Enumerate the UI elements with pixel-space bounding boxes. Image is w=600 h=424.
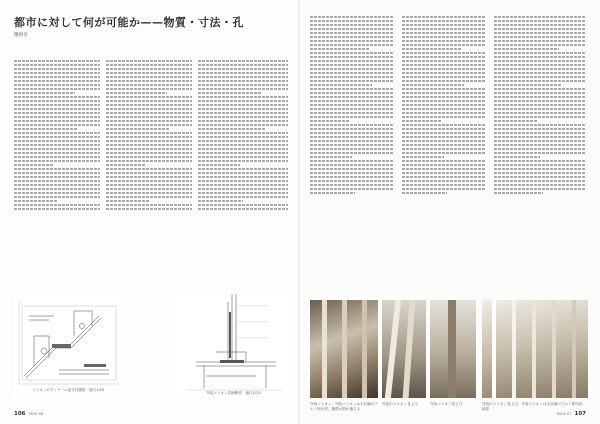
photo-mullion-section bbox=[430, 300, 476, 398]
text-line bbox=[310, 48, 370, 50]
text-line bbox=[402, 56, 486, 58]
text-line bbox=[494, 136, 586, 138]
text-line bbox=[402, 152, 486, 154]
text-line bbox=[310, 36, 394, 38]
text-line bbox=[198, 108, 288, 110]
text-line bbox=[14, 152, 100, 154]
text-line bbox=[310, 104, 394, 106]
text-line bbox=[310, 132, 394, 134]
text-line bbox=[494, 128, 586, 130]
text-line bbox=[106, 88, 192, 90]
text-line bbox=[310, 84, 372, 86]
text-line bbox=[310, 152, 394, 154]
text-line bbox=[14, 132, 100, 134]
text-line bbox=[402, 24, 486, 26]
page-number-right bbox=[554, 411, 586, 417]
text-line bbox=[402, 28, 486, 30]
text-line bbox=[14, 172, 100, 174]
text-line bbox=[106, 72, 192, 74]
text-line bbox=[198, 208, 288, 210]
text-line bbox=[310, 56, 394, 58]
text-line bbox=[198, 92, 262, 94]
text-line bbox=[106, 136, 192, 138]
text-line bbox=[198, 76, 288, 78]
text-line bbox=[494, 164, 586, 166]
text-line bbox=[198, 72, 288, 74]
figure-caption: 外装マリオン詳細断面 縮尺1/15 bbox=[206, 391, 261, 395]
text-line bbox=[494, 112, 586, 114]
text-line bbox=[198, 196, 288, 198]
text-line bbox=[14, 100, 100, 102]
text-line bbox=[310, 168, 394, 170]
text-line bbox=[198, 100, 288, 102]
text-line bbox=[310, 24, 394, 26]
folio-label: PAGE 07 bbox=[556, 412, 572, 416]
text-line bbox=[494, 160, 586, 162]
body-column-6 bbox=[494, 14, 586, 286]
text-line bbox=[402, 84, 464, 86]
text-line bbox=[106, 120, 192, 122]
text-line bbox=[494, 60, 586, 62]
text-line bbox=[310, 124, 394, 126]
text-line bbox=[310, 148, 394, 150]
text-line bbox=[198, 140, 288, 142]
text-line bbox=[402, 140, 486, 142]
mullion-stripe bbox=[448, 300, 456, 398]
text-line bbox=[106, 172, 192, 174]
text-line bbox=[494, 28, 586, 30]
text-line bbox=[494, 144, 586, 146]
text-line bbox=[106, 64, 192, 66]
text-line bbox=[494, 40, 586, 42]
text-line bbox=[198, 188, 288, 190]
mullion-stripe bbox=[342, 300, 347, 398]
text-line bbox=[14, 160, 100, 162]
text-line bbox=[494, 56, 586, 58]
text-line bbox=[494, 140, 586, 142]
text-line bbox=[494, 16, 586, 18]
text-line bbox=[494, 32, 586, 34]
text-line bbox=[198, 204, 288, 206]
text-line bbox=[106, 184, 192, 186]
text-line bbox=[198, 176, 288, 178]
folio-number: 107 bbox=[574, 411, 586, 417]
text-line bbox=[310, 40, 394, 42]
text-line bbox=[310, 172, 394, 174]
photo-caption: 外装マリオン見上げ bbox=[430, 402, 463, 406]
text-line bbox=[198, 96, 288, 98]
mullion-stripe bbox=[403, 300, 416, 398]
text-line bbox=[14, 156, 100, 158]
text-line bbox=[310, 64, 394, 66]
text-line bbox=[494, 104, 586, 106]
photo-caption: 外装マリオン。外装マリオンは木目調のアルミ押出材。鋳鉄の影が落ちる bbox=[310, 402, 378, 411]
text-line bbox=[402, 52, 486, 54]
text-line bbox=[310, 128, 394, 130]
mullion-stripe bbox=[552, 300, 556, 398]
text-line bbox=[402, 112, 486, 114]
text-line bbox=[494, 148, 586, 150]
mullion-stripe bbox=[532, 300, 536, 398]
text-line bbox=[402, 88, 486, 90]
text-line bbox=[106, 100, 192, 102]
folio-number: 106 bbox=[14, 411, 26, 417]
text-line bbox=[198, 152, 288, 154]
column-text-lines bbox=[198, 60, 288, 210]
text-line bbox=[310, 16, 394, 18]
text-line bbox=[494, 64, 586, 66]
text-line bbox=[494, 184, 586, 186]
text-line bbox=[14, 96, 100, 98]
body-column-4 bbox=[310, 14, 394, 286]
text-line bbox=[198, 132, 288, 134]
text-line bbox=[494, 172, 586, 174]
text-line bbox=[494, 92, 586, 94]
text-line bbox=[310, 96, 394, 98]
text-line bbox=[494, 20, 586, 22]
text-line bbox=[402, 172, 486, 174]
text-line bbox=[310, 160, 394, 162]
text-line bbox=[310, 20, 394, 22]
text-line bbox=[494, 80, 586, 82]
text-line bbox=[494, 76, 586, 78]
text-line bbox=[106, 128, 170, 130]
text-line bbox=[402, 16, 486, 18]
text-line bbox=[198, 156, 288, 158]
text-line bbox=[494, 156, 540, 158]
column-text-lines bbox=[14, 60, 100, 210]
text-line bbox=[14, 188, 100, 190]
text-line bbox=[106, 152, 192, 154]
text-line bbox=[106, 116, 192, 118]
text-line bbox=[310, 156, 352, 158]
text-line bbox=[198, 180, 288, 182]
text-line bbox=[494, 152, 586, 154]
text-line bbox=[494, 120, 537, 122]
text-line bbox=[402, 80, 486, 82]
section-drawing-figure bbox=[176, 292, 288, 398]
text-line bbox=[402, 132, 486, 134]
column-text-lines bbox=[106, 60, 192, 210]
text-line bbox=[14, 76, 100, 78]
article-title: 都市に対して何が可能か——物質・寸法・孔 bbox=[14, 16, 244, 29]
article-author: 隈研吾 bbox=[14, 33, 28, 38]
text-line bbox=[106, 180, 192, 182]
text-line bbox=[494, 88, 586, 90]
text-line bbox=[106, 60, 192, 62]
text-line bbox=[106, 96, 192, 98]
text-line bbox=[310, 76, 394, 78]
text-line bbox=[198, 164, 240, 166]
mullion-stripe bbox=[492, 300, 496, 398]
text-line bbox=[310, 144, 394, 146]
text-line bbox=[494, 188, 586, 190]
text-line bbox=[402, 120, 441, 122]
text-line bbox=[198, 68, 288, 70]
text-line bbox=[310, 192, 355, 194]
text-line bbox=[402, 96, 486, 98]
text-line bbox=[106, 124, 192, 126]
text-line bbox=[310, 100, 394, 102]
text-line bbox=[14, 120, 100, 122]
text-line bbox=[494, 108, 586, 110]
text-line bbox=[310, 60, 394, 62]
text-line bbox=[14, 92, 75, 94]
text-line bbox=[402, 72, 486, 74]
text-line bbox=[310, 88, 394, 90]
text-line bbox=[402, 104, 486, 106]
text-line bbox=[14, 108, 100, 110]
text-line bbox=[14, 200, 57, 202]
text-line bbox=[198, 88, 288, 90]
text-line bbox=[14, 204, 100, 206]
photo-mullion-uplook bbox=[382, 300, 426, 398]
text-line bbox=[106, 68, 192, 70]
text-line bbox=[494, 176, 586, 178]
text-line bbox=[310, 72, 394, 74]
text-line bbox=[14, 88, 100, 90]
text-line bbox=[14, 196, 100, 198]
body-column-5 bbox=[402, 14, 486, 286]
text-line bbox=[106, 156, 192, 158]
text-line bbox=[198, 120, 288, 122]
text-line bbox=[402, 44, 486, 46]
text-line bbox=[402, 40, 486, 42]
text-line bbox=[310, 164, 394, 166]
photo-caption: 外装のマリオン見上げ bbox=[382, 402, 418, 406]
column-text-lines bbox=[494, 16, 586, 194]
text-line bbox=[14, 116, 100, 118]
text-line bbox=[310, 28, 394, 30]
text-line bbox=[198, 168, 288, 170]
text-line bbox=[198, 160, 288, 162]
text-line bbox=[402, 32, 486, 34]
mullion-stripe bbox=[322, 300, 327, 398]
text-line bbox=[494, 116, 586, 118]
text-line bbox=[402, 180, 486, 182]
text-line bbox=[198, 84, 288, 86]
text-line bbox=[402, 160, 486, 162]
text-line bbox=[198, 136, 288, 138]
text-line bbox=[106, 84, 192, 86]
text-line bbox=[402, 92, 486, 94]
text-line bbox=[106, 132, 192, 134]
text-line bbox=[494, 68, 586, 70]
text-line bbox=[198, 192, 288, 194]
text-line bbox=[106, 168, 192, 170]
text-line bbox=[198, 64, 288, 66]
text-line bbox=[198, 148, 288, 150]
text-line bbox=[402, 36, 486, 38]
text-line bbox=[106, 176, 192, 178]
text-line bbox=[310, 32, 394, 34]
text-line bbox=[14, 68, 100, 70]
text-line bbox=[106, 192, 192, 194]
mullion-stripe bbox=[385, 300, 401, 398]
text-line bbox=[14, 192, 100, 194]
text-line bbox=[106, 76, 192, 78]
text-line bbox=[14, 148, 100, 150]
mullion-section-drawing bbox=[176, 292, 288, 398]
text-line bbox=[198, 60, 288, 62]
text-line bbox=[310, 112, 394, 114]
text-line bbox=[198, 144, 288, 146]
text-line bbox=[494, 192, 543, 194]
text-line bbox=[198, 104, 288, 106]
mullion-stripe bbox=[512, 300, 516, 398]
text-line bbox=[106, 92, 167, 94]
text-line bbox=[402, 168, 486, 170]
text-line bbox=[402, 48, 462, 50]
text-line bbox=[14, 144, 100, 146]
text-line bbox=[14, 60, 100, 62]
folio-label: PAGE 06 bbox=[28, 412, 44, 416]
text-line bbox=[14, 168, 100, 170]
text-line bbox=[198, 124, 288, 126]
right-page bbox=[300, 0, 600, 424]
text-line bbox=[14, 80, 100, 82]
text-line bbox=[106, 200, 149, 202]
text-line bbox=[310, 136, 394, 138]
text-line bbox=[402, 156, 444, 158]
text-line bbox=[402, 76, 486, 78]
photo-facade bbox=[482, 300, 588, 398]
column-text-lines bbox=[310, 16, 394, 194]
body-column-1 bbox=[14, 58, 100, 288]
text-line bbox=[494, 72, 586, 74]
text-line bbox=[494, 124, 586, 126]
text-line bbox=[106, 108, 192, 110]
text-line bbox=[106, 164, 146, 166]
text-line bbox=[198, 184, 288, 186]
text-line bbox=[14, 176, 100, 178]
text-line bbox=[14, 184, 100, 186]
text-line bbox=[106, 188, 192, 190]
text-line bbox=[402, 116, 486, 118]
photo-caption: 外装のマリオン見上げ。外装マリオンは木目調のアルミ押出材。地窓 bbox=[482, 402, 586, 411]
text-line bbox=[402, 144, 486, 146]
text-line bbox=[198, 128, 265, 130]
text-line bbox=[310, 176, 394, 178]
text-line bbox=[310, 80, 394, 82]
text-line bbox=[310, 92, 394, 94]
text-line bbox=[310, 120, 349, 122]
text-line bbox=[310, 188, 394, 190]
text-line bbox=[494, 36, 586, 38]
text-line bbox=[106, 144, 192, 146]
text-line bbox=[14, 180, 100, 182]
text-line bbox=[494, 180, 586, 182]
mullion-stripe bbox=[362, 300, 367, 398]
text-line bbox=[198, 200, 243, 202]
text-line bbox=[402, 60, 486, 62]
text-line bbox=[310, 68, 394, 70]
text-line bbox=[198, 80, 288, 82]
text-line bbox=[402, 124, 486, 126]
text-line bbox=[14, 164, 54, 166]
text-line bbox=[106, 80, 192, 82]
text-line bbox=[198, 172, 288, 174]
mullion-detail-drawing bbox=[14, 296, 124, 396]
text-line bbox=[402, 108, 486, 110]
text-line bbox=[106, 148, 192, 150]
text-line bbox=[402, 64, 486, 66]
text-line bbox=[14, 128, 78, 130]
figure-caption: マリオンのディテール部分詳細図 縮尺1/15 bbox=[32, 388, 105, 392]
text-line bbox=[310, 180, 394, 182]
text-line bbox=[310, 108, 394, 110]
text-line bbox=[494, 24, 586, 26]
text-line bbox=[106, 160, 192, 162]
text-line bbox=[402, 192, 447, 194]
text-line bbox=[402, 128, 486, 130]
text-line bbox=[14, 112, 100, 114]
text-line bbox=[14, 208, 100, 210]
text-line bbox=[402, 176, 486, 178]
page-number-left bbox=[14, 411, 43, 417]
text-line bbox=[14, 104, 100, 106]
text-line bbox=[198, 112, 288, 114]
body-column-2 bbox=[106, 58, 192, 288]
text-line bbox=[106, 208, 192, 210]
mullion-stripe bbox=[572, 300, 576, 398]
text-line bbox=[402, 148, 486, 150]
text-line bbox=[310, 44, 394, 46]
text-line bbox=[106, 196, 192, 198]
text-line bbox=[494, 84, 562, 86]
text-line bbox=[198, 116, 288, 118]
text-line bbox=[14, 64, 100, 66]
column-text-lines bbox=[402, 16, 486, 194]
text-line bbox=[402, 68, 486, 70]
text-line bbox=[106, 204, 192, 206]
text-line bbox=[14, 72, 100, 74]
text-line bbox=[494, 96, 586, 98]
text-line bbox=[494, 44, 586, 46]
text-line bbox=[494, 168, 586, 170]
text-line bbox=[402, 100, 486, 102]
text-line bbox=[14, 124, 100, 126]
text-line bbox=[494, 48, 559, 50]
detail-drawing-figure bbox=[14, 296, 124, 396]
text-line bbox=[14, 136, 100, 138]
text-line bbox=[106, 140, 192, 142]
text-line bbox=[14, 84, 100, 86]
text-line bbox=[402, 188, 486, 190]
text-line bbox=[402, 184, 486, 186]
text-line bbox=[310, 116, 394, 118]
text-line bbox=[310, 52, 394, 54]
photo-mullion-exterior bbox=[310, 300, 378, 398]
text-line bbox=[310, 140, 394, 142]
text-line bbox=[494, 132, 586, 134]
text-line bbox=[402, 164, 486, 166]
text-line bbox=[106, 112, 192, 114]
text-line bbox=[310, 184, 394, 186]
text-line bbox=[14, 140, 100, 142]
text-line bbox=[494, 100, 586, 102]
text-line bbox=[494, 52, 586, 54]
text-line bbox=[106, 104, 192, 106]
text-line bbox=[402, 20, 486, 22]
text-line bbox=[402, 136, 486, 138]
body-column-3 bbox=[198, 58, 288, 288]
